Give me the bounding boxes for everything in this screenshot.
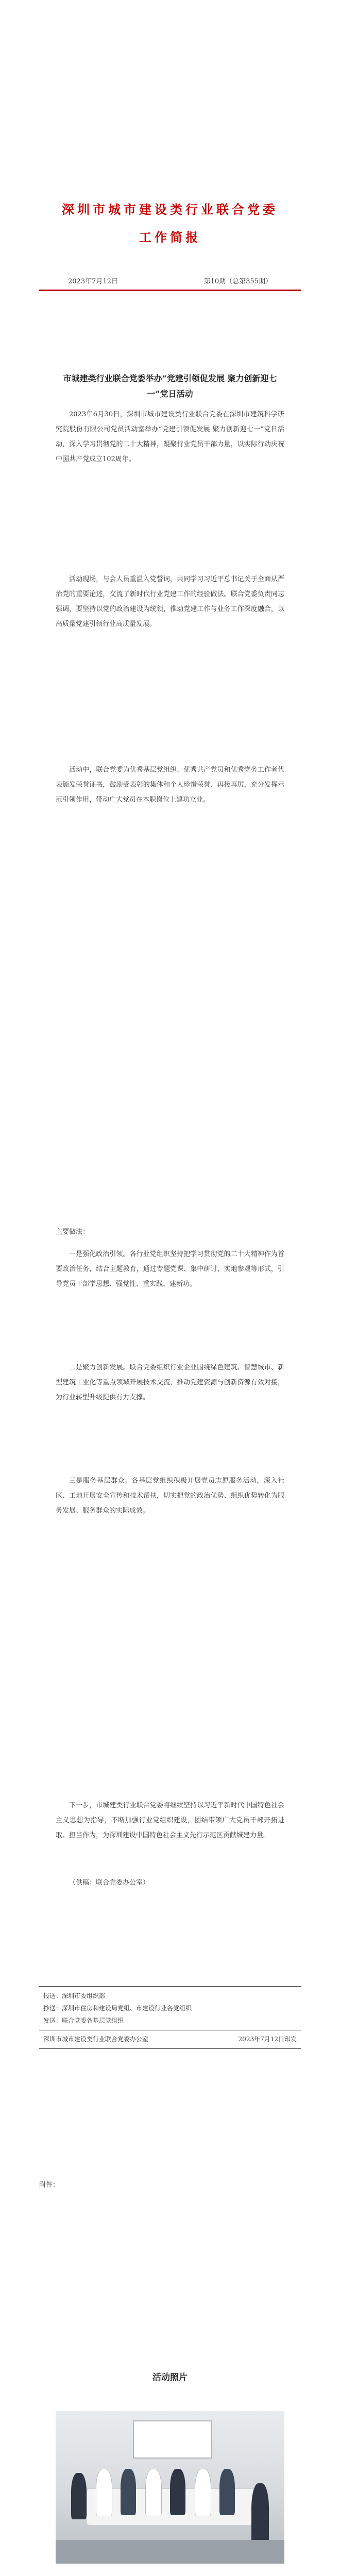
distribution-block <box>39 1990 301 2027</box>
distribution-rule-bottom <box>39 2048 301 2049</box>
masthead-title-line2: 工作简报 <box>139 230 201 245</box>
article-paragraph-1: 2023年6月30日，深圳市城市建设类行业联合党委在深圳市建筑科学研究院股份有限公司党员活动室举办“党建引领促发展 聚力创新迎七一”党日活动，深入学习贯彻党的二十大精神，凝聚行业党员干部力量，以实际行动庆祝中国共产党成立102周年。 <box>56 411 284 463</box>
section-paragraph-2: 二是聚力创新发展。联合党委组织行业企业围绕绿色建筑、智慧城市、新型建筑工业化等重点领域开展技术交流，推动党建资源与创新资源有效对接，为行业转型升级提供有力支撑。 <box>56 1364 284 1401</box>
distribution-line-1: 报送：深圳市委组织部 <box>43 1992 106 1999</box>
masthead-title-line1: 深圳市城市建设类行业联合党委 <box>62 202 278 217</box>
attendee-figure <box>121 2469 136 2515</box>
distribution-footer-right: 2023年7月12日印发 <box>238 2036 297 2043</box>
attendee-figure <box>71 2473 87 2519</box>
section-heading: 主要做法： <box>56 1228 90 1236</box>
photo-meeting-room <box>56 2411 284 2564</box>
issue-line <box>68 276 272 285</box>
masthead <box>0 196 340 251</box>
distribution-line-3: 发送：联合党委各基层党组织 <box>43 2017 124 2024</box>
article-paragraph-2: 活动现场，与会人员重温入党誓词，共同学习习近平总书记关于全面从严治党的重要论述，交流了新时代行业党建工作的经验做法。联合党委负责同志强调，要坚持以党的政治建设为统领，推动党建工作与业务工作深度融合，以高质量党建引领行业高质量发展。 <box>56 575 284 628</box>
attendee-figure <box>219 2469 235 2515</box>
section-paragraph-1: 一是强化政治引领。各行业党组织坚持把学习贯彻党的二十大精神作为首要政治任务，结合主题教育，通过专题党课、集中研讨、实地参观等形式，引导党员干部学思想、强党性、重实践、建新功。 <box>56 1250 284 1288</box>
masthead-red-rule <box>39 290 301 291</box>
closing-paragraph-2: （供稿：联合党委办公室） <box>69 1879 150 1887</box>
attachment-label: 附件： <box>39 2181 60 2189</box>
photo-section-title: 活动照片 <box>152 2372 188 2383</box>
distribution-footer-left: 深圳市城市建设类行业联合党委办公室 <box>43 2036 149 2043</box>
attendee-figure <box>195 2469 211 2516</box>
article-title: 市城建类行业联合党委举办“党建引领促发展 聚力创新迎七一”党日活动 <box>63 374 277 399</box>
attendee-figure <box>96 2469 112 2516</box>
distribution-rule-top <box>39 1986 301 1987</box>
attendee-figure <box>251 2483 269 2545</box>
issue-number: 第10期（总第355期） <box>203 278 272 285</box>
article-paragraph-3: 活动中，联合党委为优秀基层党组织、优秀共产党员和优秀党务工作者代表颁发荣誉证书，鼓励受表彰的集体和个人珍惜荣誉、再接再厉，充分发挥示范引领作用，带动广大党员在本职岗位上建功立业。 <box>56 766 284 804</box>
closing-paragraph-1: 下一步，市城建类行业联合党委将继续坚持以习近平新时代中国特色社会主义思想为指导，不断加强行业党组织建设，团结带领广大党员干部开拓进取、担当作为，为深圳建设中国特色社会主义先行示范区贡献城建力量。 <box>56 1802 284 1839</box>
distribution-footer <box>39 2033 301 2045</box>
floor <box>56 2540 284 2564</box>
attendee-figure <box>170 2469 185 2515</box>
issue-date: 2023年7月12日 <box>68 278 118 285</box>
distribution-line-2: 抄送：深圳市住房和建设局党组、市建设行业各党组织 <box>43 2005 192 2012</box>
section-paragraph-3: 三是服务基层群众。各基层党组织积极开展党员志愿服务活动，深入社区、工地开展安全宣传和技术帮扶，切实把党的政治优势、组织优势转化为服务发展、服务群众的实际成效。 <box>56 1477 284 1515</box>
wall-screen <box>133 2420 212 2459</box>
attendee-figure <box>145 2469 162 2516</box>
